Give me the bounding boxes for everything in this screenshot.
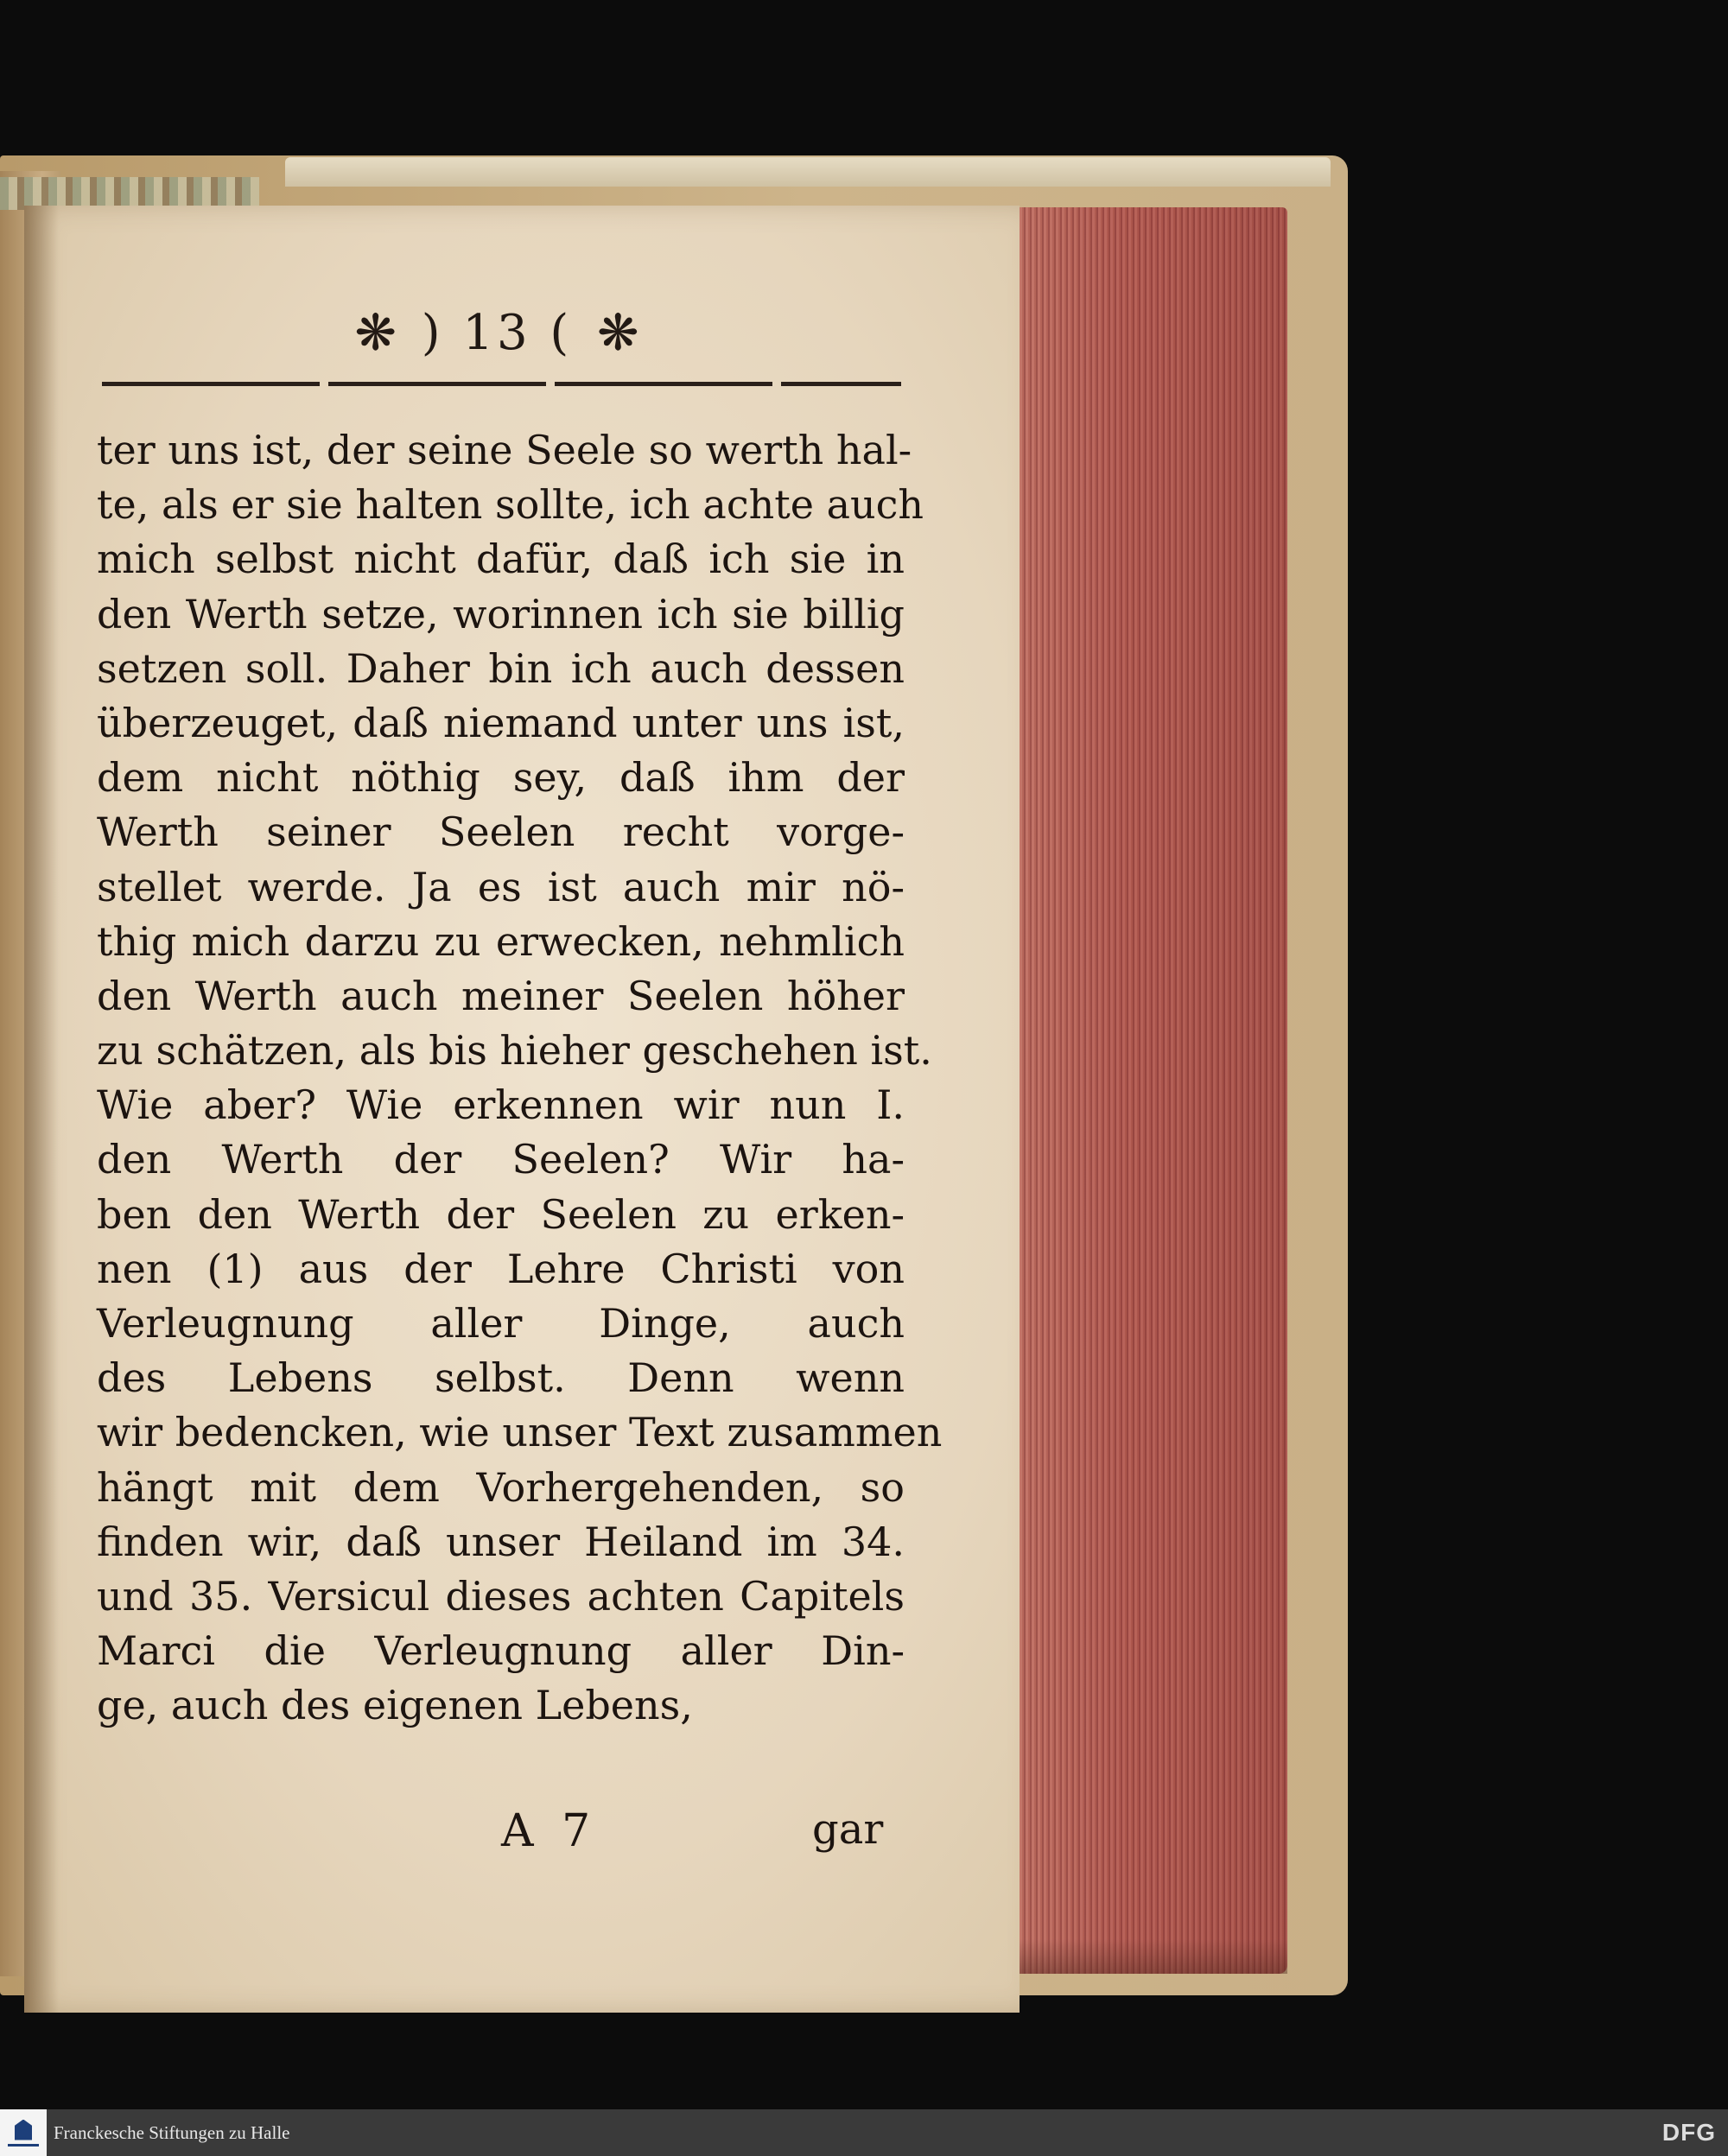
text-line: ter uns ist, der seine Seele so werth hal- [97,427,912,473]
text-line: te, als er sie halten sollte, ich achte auch [97,481,924,529]
book-cover-top [285,157,1331,187]
text-line: Marci die Verleugnung aller Din- [97,1627,905,1675]
text-line: stellet werde. Ja es ist auch mir nö- [97,863,905,910]
footer-bar [0,2109,1728,2156]
signature-mark: A 7 [501,1805,598,1857]
header-rule [102,382,901,387]
text-line: Verleugnung aller Dinge, auch [97,1300,905,1347]
ornament-right-icon: ❋ [596,303,639,362]
text-line: und 35. Versicul dieses achten Capitels [97,1572,905,1620]
institution-name: Franckesche Stiftungen zu Halle [54,2121,290,2143]
text-line: ge, auch des eigenen Lebens, [97,1682,693,1729]
text-line: mich selbst nicht dafür, daß ich sie in [97,536,905,583]
funder-logo: DFG [1661,2119,1716,2146]
text-line: finden wir, daß unser Heiland im 34. [97,1518,905,1565]
page-gutter-shadow [24,206,59,2013]
text-line: nen (1) aus der Lehre Christi von [97,1245,905,1292]
text-line: ben den Werth der Seelen zu erken- [97,1190,905,1238]
text-line: dem nicht nöthig sey, daß ihm der [97,754,905,802]
text-line: überzeuget, daß niemand unter uns ist, [97,699,905,746]
running-head [328,298,665,367]
text-line: den Werth auch meiner Seelen höher [97,972,905,1019]
text-line: wir bedencken, wie unser Text zusammen [97,1409,943,1456]
text-line: setzen soll. Daher bin ich auch dessen [97,644,905,692]
text-line: thig mich darzu zu erwecken, nehmlich [97,917,905,965]
text-line: zu schätzen, als bis hieher geschehen ist. [97,1027,932,1075]
text-line: des Lebens selbst. Denn wenn [97,1354,905,1402]
text-line: den Werth der Seelen? Wir ha- [97,1136,905,1183]
text-line: hängt mit dem Vorhergehenden, so [97,1463,905,1511]
institution-logo-icon [0,2109,47,2156]
page-number: ) 13 ( [421,304,573,361]
ornament-left-icon: ❋ [354,303,397,362]
page-block-edge [994,207,1287,1974]
catchword: gar [812,1805,884,1854]
text-line: den Werth setze, worinnen ich sie billig [97,590,905,637]
page-body [97,423,943,1734]
text-line: Werth seiner Seelen recht vorge- [97,808,905,856]
text-line: Wie aber? Wie erkennen wir nun I. [97,1081,905,1129]
